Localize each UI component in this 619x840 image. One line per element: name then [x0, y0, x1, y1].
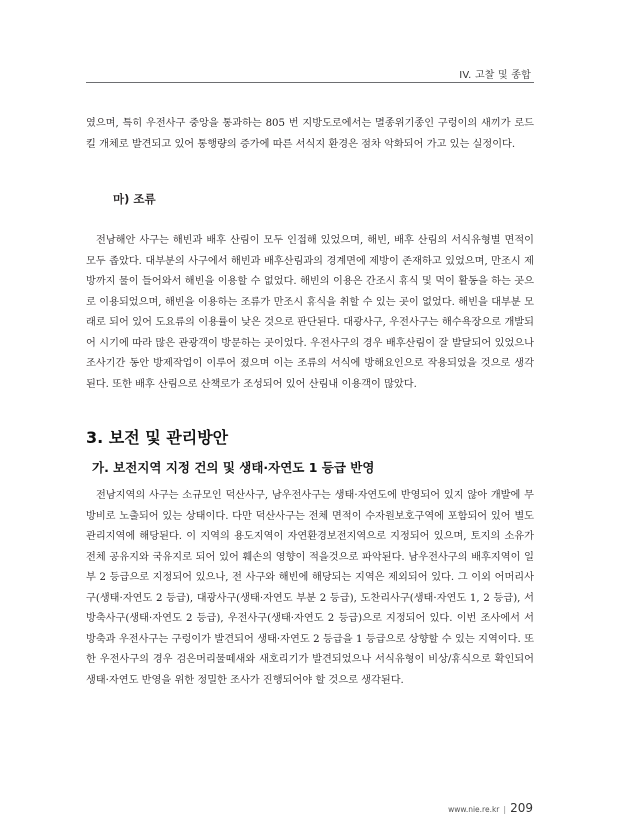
- paragraph-protected-area: 전남지역의 사구는 소규모인 덕산사구, 남우전사구는 생태·자연도에 반영되어 있지 않아 개발에 무방비로 노출되어 있는 상태이다. 다만 덕산사구는 전체 면적이 수자원보호구역에 포함되어 있어 별도관리지역에 해당된다. 이 지역의 용도지역이 자연환경보전지역으로 지정되어 있으며, 토지의 소유가 전체 공유지와 국유지로 되어 있어 훼손의 영향이 적을것으로 파악된다. 남우전사구의 배후지역이 일부 2 등급으로 지정되어 있으나, 전 사구와 해빈에 해당되는 지역은 제외되어 있다. 그 이외 어머리사구(생태·자연도 2 등급), 대광사구(생태·자연도 부분 2 등급), 도찬리사구(생태·자연도 1, 2 등급), 서방축사구(생태·자연도 2 등급), 우전사구(생태·자연도 2 등급)으로 지정되어 있다. 이번 조사에서 서방축과 우전사구는 구렁이가 발견되어 생태·자연도 2 등급을 1 등급으로 상향할 수 있는 지역이다. 또한 우전사구의 경우 검은머리물떼새와 새호리기가 발견되었으나 서식유형이 비상/휴식으로 확인되어 생태·자연도 반영을 위한 정밀한 조사가 진행되어야 할 것으로 생각된다.: [86, 490, 534, 686]
- chapter-title: IV. 고찰 및 종합: [459, 70, 531, 81]
- page-footer: [448, 801, 533, 815]
- subsection-heading-protected-area: 가. 보전지역 지정 건의 및 생태·자연도 1 등급 반영: [92, 460, 375, 475]
- subheading-birds: 마) 조류: [113, 192, 156, 206]
- page-number: 209: [510, 801, 533, 815]
- header-divider: [86, 82, 534, 83]
- footer-url: www.nie.re.kr: [448, 805, 500, 814]
- section-heading-conservation: 3. 보전 및 관리방안: [86, 428, 229, 447]
- footer-separator: |: [503, 805, 507, 814]
- paragraph-birds: 전남해안 사구는 해빈과 배후 산림이 모두 인접해 있었으며, 해빈, 배후 산림의 서식유형별 면적이 모두 좁았다. 대부분의 사구에서 해빈과 배후산림과의 경계면에 제방이 존재하고 있었으며, 만조시 제방까지 물이 들어와서 해빈을 이용할 수 없었다. 해빈의 이용은 간조시 휴식 및 먹이 활동을 하는 곳으로 이용되었으며, 해빈을 이용하는 조류가 만조시 휴식을 취할 수 있는 곳이 없었다. 해빈을 대부분 모래로 되어 있어 도요류의 이용률이 낮은 것으로 판단된다. 대광사구, 우전사구는 해수욕장으로 개발되어 시기에 따라 많은 관광객이 방문하는 곳이었다. 우전사구의 경우 배후산림이 잘 발달되어 있었으나 조사기간 동안 방제작업이 이루어 졌으며 이는 조류의 서식에 방해요인으로 작용되었을 것으로 생각된다. 또한 배후 산림으로 산책로가 조성되어 있어 산림내 이용객이 많았다.: [86, 235, 534, 390]
- paragraph-reptiles-continued: 였으며, 특히 우전사구 중앙을 통과하는 805 번 지방도로에서는 멸종위기종인 구렁이의 새끼가 로드킬 개체로 발견되고 있어 통행량의 증가에 따른 서식지 환경은 점차 악화되어 가고 있는 실정이다.: [86, 118, 534, 150]
